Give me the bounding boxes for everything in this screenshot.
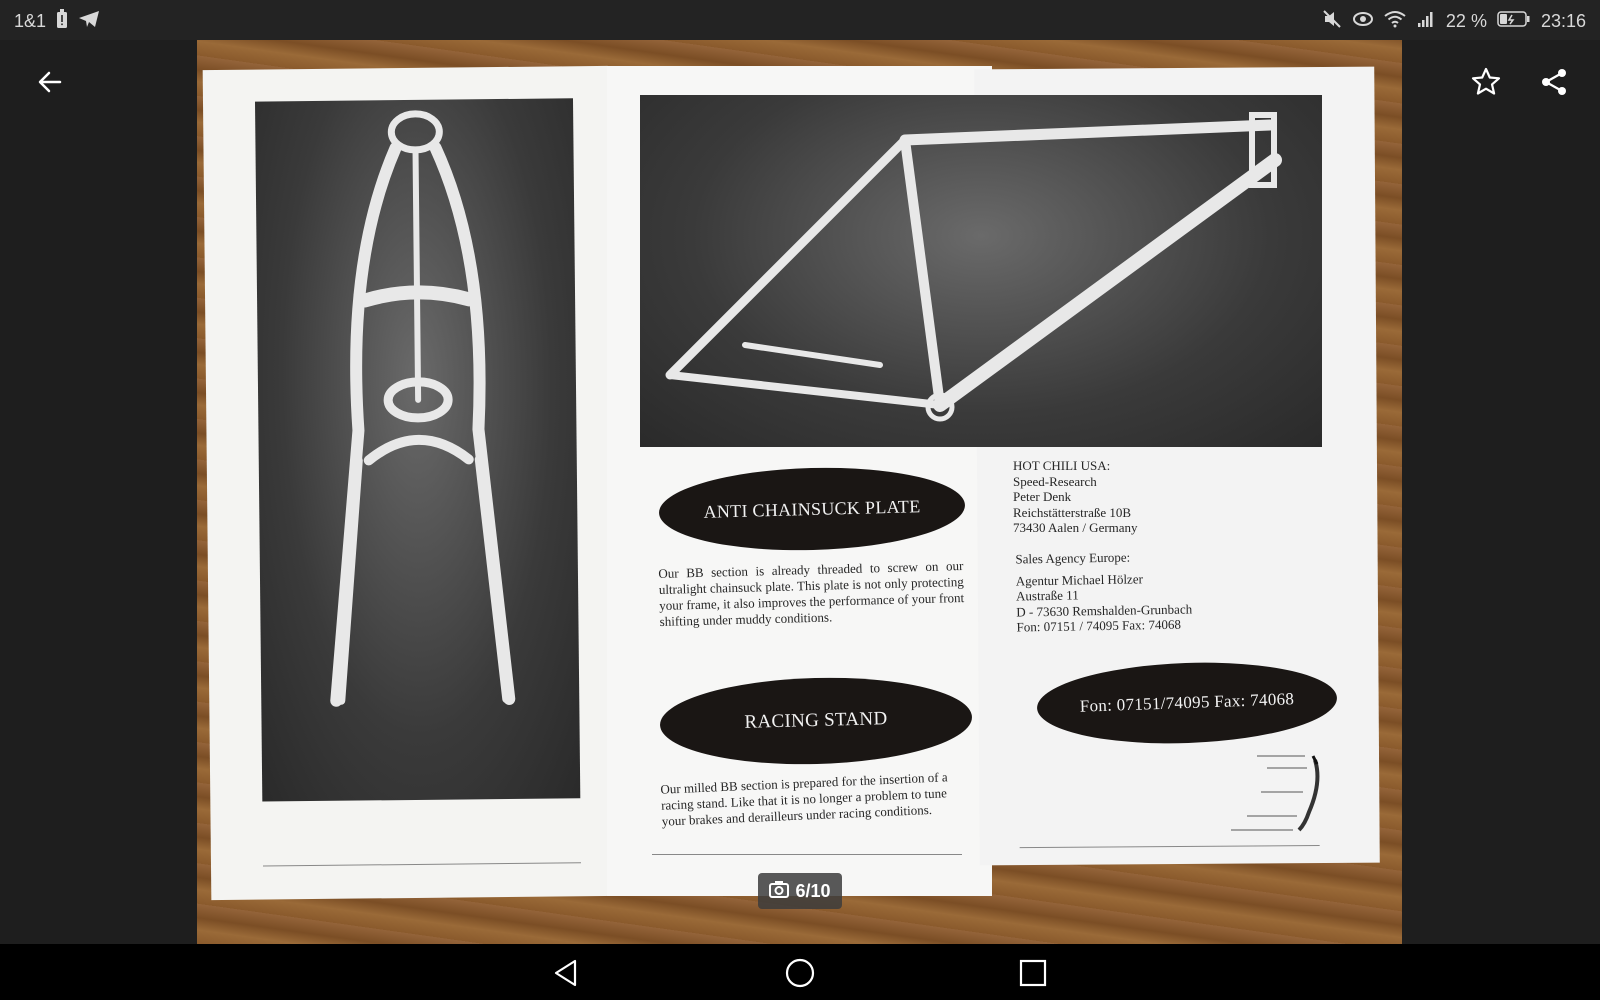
navigation-bar xyxy=(0,944,1600,1000)
nav-home-button[interactable] xyxy=(783,956,817,990)
divider-line xyxy=(1020,845,1320,848)
camera-icon xyxy=(769,880,789,903)
address-line: Speed-Research xyxy=(1013,473,1097,489)
photo-brochure[interactable] xyxy=(197,40,1402,944)
nav-recents-button[interactable] xyxy=(1016,956,1050,990)
share-button[interactable] xyxy=(1530,60,1578,108)
telegram-icon xyxy=(78,10,100,33)
eye-icon xyxy=(1352,10,1374,33)
address-line: Fon: 07151 / 74095 Fax: 74068 xyxy=(1016,616,1182,635)
address-usa xyxy=(1013,458,1138,536)
address-line: HOT CHILI USA: xyxy=(1013,458,1111,473)
mute-icon xyxy=(1322,9,1342,34)
address-line: Reichstätterstraße 10B xyxy=(1013,504,1132,520)
status-bar xyxy=(0,0,1600,40)
battery-alert-icon xyxy=(56,9,68,34)
battery-icon xyxy=(1497,10,1531,33)
address-line: Austraße 11 xyxy=(1015,587,1079,604)
triangle-back-icon xyxy=(550,977,584,994)
racing-stand-heading: RACING STAND xyxy=(659,674,973,768)
nav-back-button[interactable] xyxy=(550,956,584,990)
address-line: Sales Agency Europe: xyxy=(1015,549,1131,567)
divider-line xyxy=(652,854,962,855)
divider-line xyxy=(263,862,581,866)
address-line: Agentur Michael Hölzer xyxy=(1015,570,1143,589)
back-button[interactable] xyxy=(26,60,74,108)
signal-icon xyxy=(1416,10,1436,33)
racing-stand-text: Our milled BB section is prepared for the insertion of a racing stand. Like that it is no longer a problem to tune your brakes and derailleurs under racing conditions. xyxy=(660,769,948,829)
wifi-icon xyxy=(1384,10,1406,33)
frame-photo xyxy=(640,95,1322,447)
address-line: 73430 Aalen / Germany xyxy=(1013,520,1138,535)
address-line: D - 73630 Remshalden-Grunbach xyxy=(1016,600,1193,620)
star-outline-icon xyxy=(1471,67,1501,102)
battery-percent: 22 % xyxy=(1445,11,1487,31)
arrow-left-icon xyxy=(36,68,64,101)
phone-fax-oval: Fon: 07151/74095 Fax: 74068 xyxy=(1036,658,1339,748)
address-europe xyxy=(1015,548,1192,635)
circle-home-icon xyxy=(783,977,817,994)
hot-chili-logo-icon xyxy=(1227,752,1327,842)
anti-chainsuck-heading: ANTI CHAINSUCK PLATE xyxy=(658,464,966,554)
anti-chainsuck-text: Our BB section is already threaded to screw on our ultralight chainsuck plate. This plate is not only protecting your frame, it also improves the performance of your front shifting under muddy conditions. xyxy=(658,558,965,629)
clock: 23:16 xyxy=(1540,11,1586,31)
square-recents-icon xyxy=(1016,977,1050,994)
favorite-button[interactable] xyxy=(1462,60,1510,108)
share-icon xyxy=(1539,67,1569,102)
carrier-label: 1&1 xyxy=(14,11,47,31)
brochure-page-left xyxy=(203,66,617,900)
counter-text: 6/10 xyxy=(795,880,831,901)
gallery-counter xyxy=(758,873,842,909)
image-viewer[interactable] xyxy=(0,40,1600,944)
address-line: Peter Denk xyxy=(1013,489,1072,504)
rear-triangle-photo xyxy=(255,98,580,801)
